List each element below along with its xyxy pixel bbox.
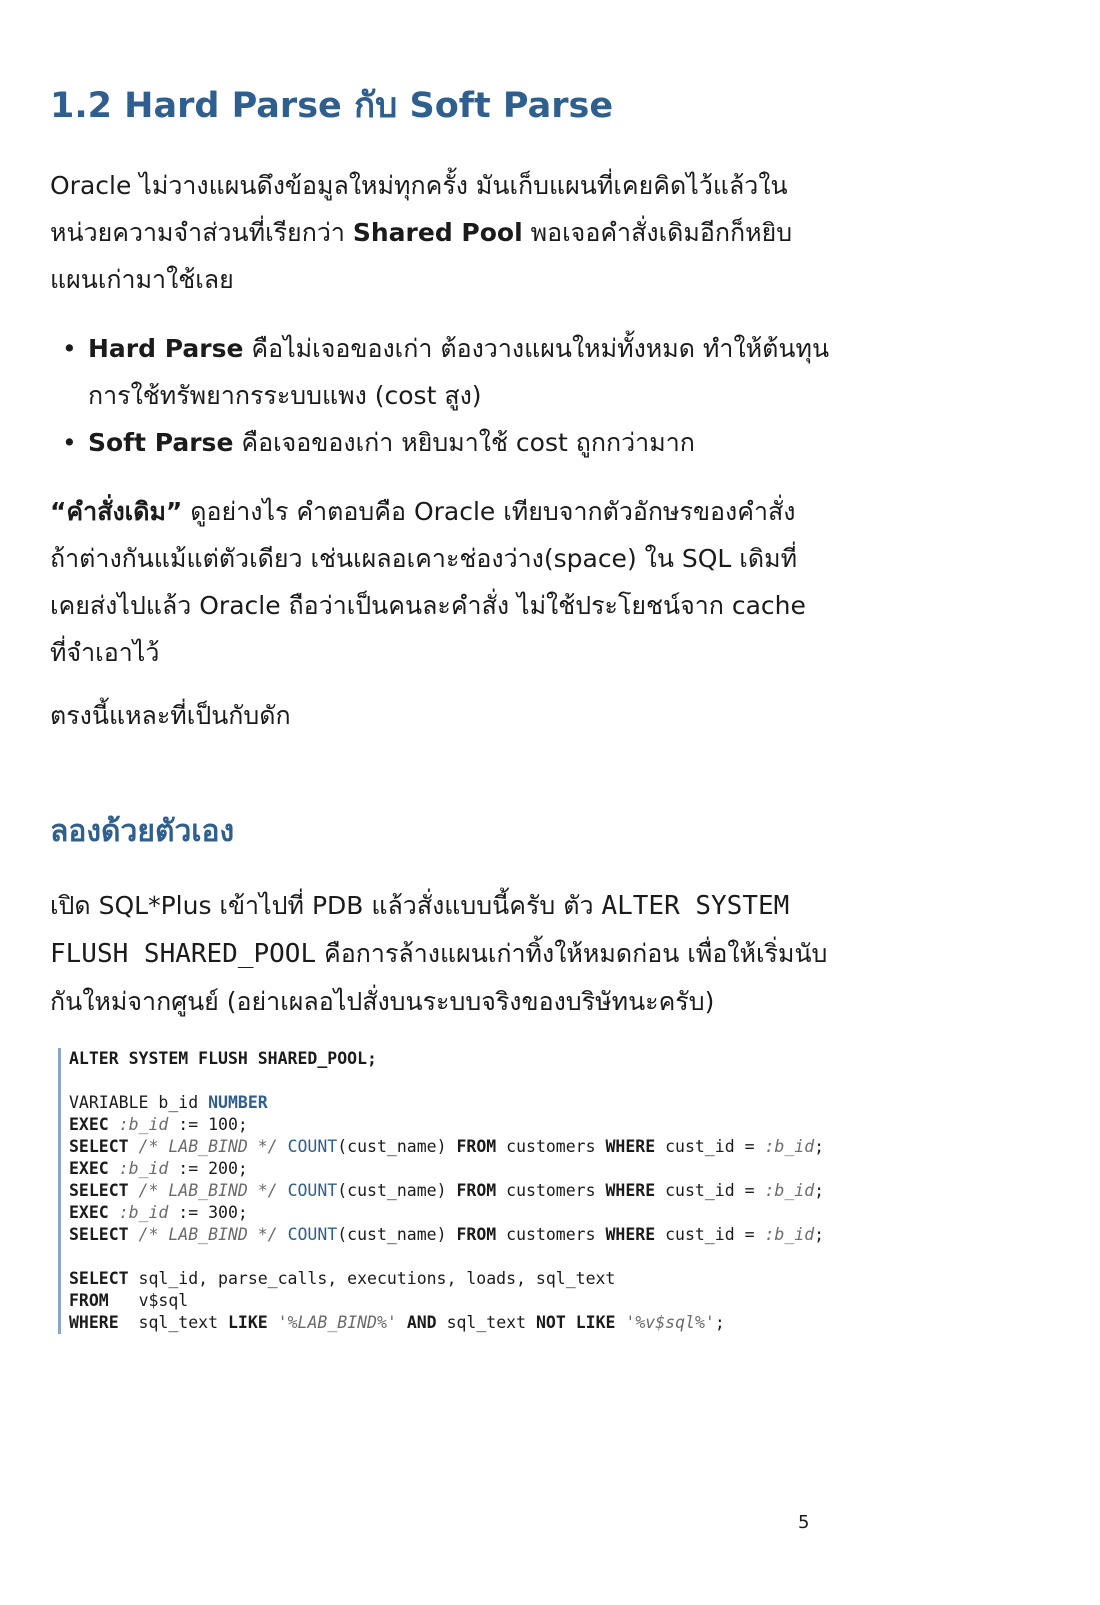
intro-paragraph bbox=[50, 162, 830, 303]
code-semicolon: ; bbox=[237, 1159, 248, 1178]
code-line-variable bbox=[69, 1092, 889, 1114]
intro-text-end: พอเจอคำสั่งเดิมอีกก็หยิบแผนเก่ามาใช้เลย bbox=[50, 218, 793, 294]
code-comment: /* LAB_BIND */ bbox=[138, 1181, 278, 1200]
code-line-select bbox=[69, 1180, 889, 1202]
code-line-select bbox=[69, 1136, 889, 1158]
code-line-blank bbox=[69, 1246, 889, 1268]
code-column: sql_text bbox=[138, 1313, 219, 1332]
code-keyword: EXEC bbox=[69, 1159, 109, 1178]
code-keyword: FROM bbox=[69, 1291, 109, 1310]
code-keyword: EXEC bbox=[69, 1115, 109, 1134]
code-keyword: SELECT bbox=[69, 1225, 129, 1244]
page-number: 5 bbox=[798, 1512, 810, 1533]
code-line-blank bbox=[69, 1070, 889, 1092]
code-bind-var: :b_id bbox=[118, 1159, 169, 1178]
try-text-end: คือการล้างแผนเก่าทิ้งให้หมดก่อน เพื่อให้เริ่มนับกันใหม่จากศูนย์ (อย่าเผลอไปสั่งบนระบบจริงของบริษัทนะครับ) bbox=[50, 939, 828, 1016]
code-function: COUNT bbox=[287, 1137, 338, 1156]
code-operator: := bbox=[178, 1203, 199, 1222]
code-table: customers bbox=[506, 1181, 596, 1200]
code-keyword: WHERE bbox=[605, 1137, 656, 1156]
code-keyword: FROM bbox=[456, 1137, 497, 1156]
same-statement-term: “คำสั่งเดิม” bbox=[50, 497, 183, 526]
code-comment: /* LAB_BIND */ bbox=[138, 1225, 278, 1244]
intro-text: Oracle ไม่วางแผนดึงข้อมูลใหม่ทุกครั้ง มันเก็บแผนที่เคยคิดไว้แล้วในหน่วยความจำส่วนที่เรียกว่า bbox=[50, 171, 788, 247]
code-line-final-from bbox=[69, 1290, 889, 1312]
code-semicolon: ; bbox=[714, 1313, 725, 1332]
code-table: customers bbox=[506, 1137, 596, 1156]
code-keyword: WHERE bbox=[605, 1225, 656, 1244]
code-keyword: VARIABLE bbox=[69, 1093, 149, 1112]
subsection-heading: ลองด้วยตัวเอง bbox=[50, 814, 235, 849]
code-operator: = bbox=[744, 1137, 755, 1156]
code-keyword: FROM bbox=[456, 1181, 497, 1200]
parse-type-list bbox=[50, 325, 830, 466]
code-semicolon: ; bbox=[814, 1137, 825, 1156]
code-keyword: NOT bbox=[535, 1313, 566, 1332]
code-keyword: AND bbox=[406, 1313, 437, 1332]
code-bind-var: :b_id bbox=[764, 1137, 815, 1156]
code-line-exec bbox=[69, 1158, 889, 1180]
soft-parse-desc: คือเจอของเก่า หยิบมาใช้ cost ถูกกว่ามาก bbox=[233, 428, 695, 457]
explain-text: ดูอย่างไร คำตอบคือ Oracle เทียบจากตัวอักษรของคำสั่ง ถ้าต่างกันแม้แต่ตัวเดียว เช่นเผลอเคาะช่องว่าง(space) ใน SQL เดิมที่เคยส่งไปแล้ว Oracle ถือว่าเป็นคนละคำสั่ง ไม่ใช้ประโยชน์จาก cache ที่จำเอาไว้ bbox=[50, 497, 806, 667]
code-block bbox=[58, 1048, 889, 1334]
code-keyword: SELECT bbox=[69, 1181, 129, 1200]
code-function: COUNT bbox=[287, 1181, 338, 1200]
code-keyword: EXEC bbox=[69, 1203, 109, 1222]
code-bind-var: :b_id bbox=[118, 1115, 169, 1134]
code-number: 100 bbox=[208, 1115, 238, 1134]
code-column: cust_id bbox=[665, 1225, 735, 1244]
code-line-exec bbox=[69, 1202, 889, 1224]
code-operator: := bbox=[178, 1159, 199, 1178]
code-line-exec bbox=[69, 1114, 889, 1136]
code-args: (cust_name) bbox=[337, 1181, 447, 1200]
shared-pool-term: Shared Pool bbox=[352, 218, 523, 247]
code-columns: sql_id, parse_calls, executions, loads, sql_text bbox=[138, 1269, 616, 1288]
code-keyword: WHERE bbox=[69, 1313, 119, 1332]
inline-code: ALTER SYSTEM FLUSH SHARED_POOL bbox=[50, 891, 790, 969]
code-bind-var: :b_id bbox=[118, 1203, 169, 1222]
hard-parse-desc: คือไม่เจอของเก่า ต้องวางแผนใหม่ทั้งหมด ทำให้ต้นทุนการใช้ทรัพยากรระบบแพง (cost สูง) bbox=[88, 334, 830, 410]
code-column: cust_id bbox=[665, 1181, 735, 1200]
list-item-hard-parse bbox=[50, 325, 830, 419]
code-keyword: LIKE bbox=[227, 1313, 268, 1332]
code-identifier: b_id bbox=[158, 1093, 199, 1112]
bullet-icon: • bbox=[62, 428, 77, 457]
code-string: '%v$sql%' bbox=[625, 1313, 715, 1332]
list-item-soft-parse bbox=[50, 419, 830, 466]
code-args: (cust_name) bbox=[337, 1137, 447, 1156]
code-line-select bbox=[69, 1224, 889, 1246]
code-table: v$sql bbox=[138, 1291, 189, 1310]
code-semicolon: ; bbox=[237, 1203, 248, 1222]
code-semicolon: ; bbox=[814, 1181, 825, 1200]
code-comment: /* LAB_BIND */ bbox=[138, 1137, 278, 1156]
code-line-flush bbox=[69, 1048, 889, 1070]
code-operator: := bbox=[178, 1115, 199, 1134]
try-text: เปิด SQL*Plus เข้าไปที่ PDB แล้วสั่งแบบนี้ครับ ตัว bbox=[50, 891, 602, 920]
code-line-final-where bbox=[69, 1312, 889, 1334]
code-line-final-select bbox=[69, 1268, 889, 1290]
code-keyword: FROM bbox=[456, 1225, 497, 1244]
hard-parse-term: Hard Parse bbox=[88, 334, 244, 363]
code-number: 300 bbox=[208, 1203, 238, 1222]
code-semicolon: ; bbox=[237, 1115, 248, 1134]
bullet-icon: • bbox=[62, 334, 77, 363]
code-number: 200 bbox=[208, 1159, 238, 1178]
code-function: COUNT bbox=[287, 1225, 338, 1244]
code-string: '%LAB_BIND%' bbox=[277, 1313, 397, 1332]
explain-paragraph bbox=[50, 488, 830, 676]
code-keyword: SELECT bbox=[69, 1269, 129, 1288]
code-operator: = bbox=[744, 1181, 755, 1200]
code-column: sql_text bbox=[446, 1313, 527, 1332]
code-column: cust_id bbox=[665, 1137, 735, 1156]
code-keyword: SELECT bbox=[69, 1137, 129, 1156]
code-bind-var: :b_id bbox=[764, 1225, 815, 1244]
code-semicolon: ; bbox=[814, 1225, 825, 1244]
section-heading: 1.2 Hard Parse กับ Soft Parse bbox=[50, 86, 614, 126]
code-bind-var: :b_id bbox=[764, 1181, 815, 1200]
try-paragraph bbox=[50, 882, 830, 1025]
code-keyword: WHERE bbox=[605, 1181, 656, 1200]
soft-parse-term: Soft Parse bbox=[88, 428, 234, 457]
code-flush-stmt: ALTER SYSTEM FLUSH SHARED_POOL; bbox=[69, 1049, 377, 1068]
code-keyword: LIKE bbox=[575, 1313, 616, 1332]
code-args: (cust_name) bbox=[337, 1225, 447, 1244]
code-table: customers bbox=[506, 1225, 596, 1244]
trap-paragraph: ตรงนี้แหละที่เป็นกับดัก bbox=[50, 701, 291, 730]
code-type: NUMBER bbox=[208, 1093, 268, 1112]
code-operator: = bbox=[744, 1225, 755, 1244]
